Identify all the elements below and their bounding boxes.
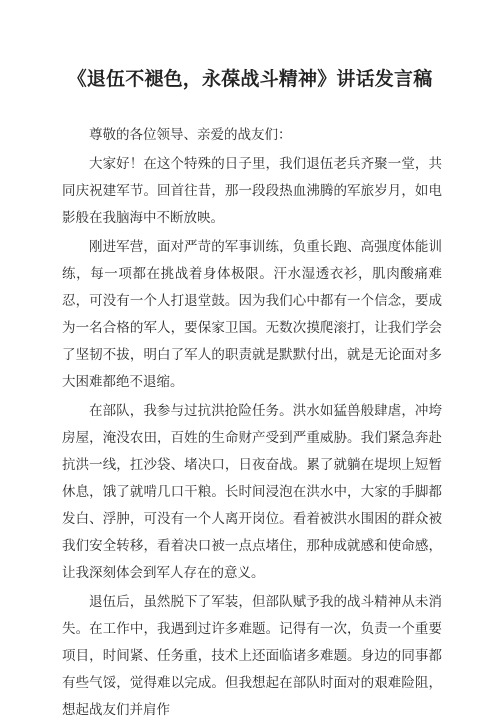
- document-title: 《退伍不褪色，永葆战斗精神》讲话发言稿: [67, 68, 433, 90]
- document-body: [62, 122, 442, 726]
- paragraph-4: 退伍后，虽然脱下了军装，但部队赋予我的战斗精神从未消失。在工作中，我遇到过许多难题。记得有一次，负责一个重要项目，时间紧、任务重，技术上还面临诸多难题。身边的同事都有些气馁，觉得难以完成。但我想起在部队时面对的艰难险阻，想起战友们并肩作: [62, 594, 442, 718]
- paragraph-1: 大家好！在这个特殊的日子里，我们退伍老兵齐聚一堂，共同庆祝建军节。回首往昔，那一段段热血沸腾的军旅岁月，如电影般在我脑海中不断放映。: [62, 156, 442, 226]
- salutation: 尊敬的各位领导、亲爱的战友们：: [89, 127, 292, 143]
- paragraph-3: 在部队，我参与过抗洪抢险任务。洪水如猛兽般肆虐，冲垮房屋，淹没农田，百姓的生命财产受到严重威胁。我们紧急奔赴抗洪一线，扛沙袋、堵决口，日夜奋战。累了就躺在堤坝上短暂休息，饿了就啃几口干粮。长时间浸泡在洪水中，大家的手脚都发白、浮肿，可没有一个人离开岗位。看着被洪水围困的群众被我们安全转移，看着决口被一点点堵住，那种成就感和使命感，让我深刻体会到军人存在的意义。: [62, 403, 442, 581]
- paragraph-2: 刚进军营，面对严苛的军事训练，负重长跑、高强度体能训练，每一项都在挑战着身体极限。汗水湿透衣衫，肌肉酸痛难忍，可没有一个人打退堂鼓。因为我们心中都有一个信念，要成为一名合格的军人，要保家卫国。无数次摸爬滚打，让我们学会了坚韧不拔，明白了军人的职责就是默默付出，就是无论面对多大困难都绝不退缩。: [62, 239, 442, 390]
